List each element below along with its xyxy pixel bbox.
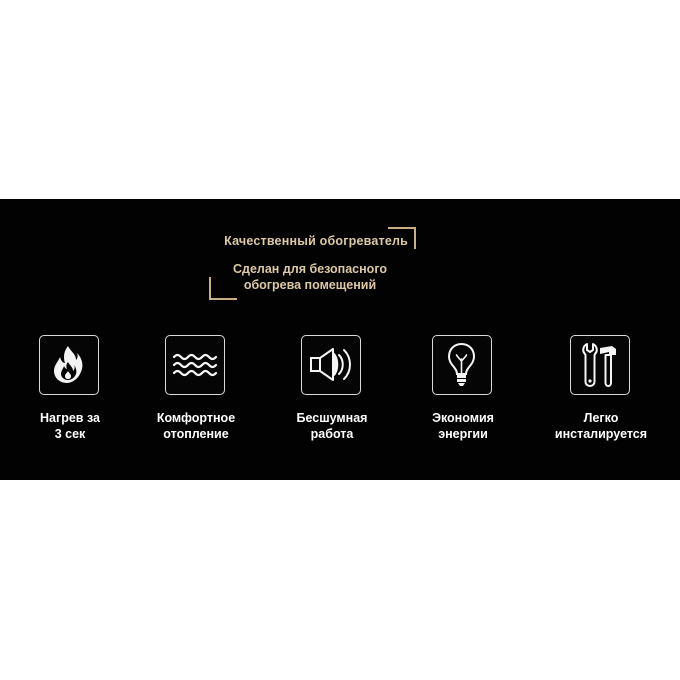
feature-label: Комфортное отопление [156, 411, 236, 441]
tools-icon [570, 335, 630, 395]
features-row [0, 335, 680, 465]
headline [0, 199, 680, 309]
feature-fast-heating [4, 335, 136, 465]
speaker-icon [301, 335, 361, 395]
bracket-top-right [388, 227, 416, 229]
lightbulb-icon [432, 335, 492, 395]
feature-comfort-heating [130, 335, 262, 465]
feature-label: Бесшумная работа [296, 411, 368, 441]
feature-banner [0, 199, 680, 480]
feature-energy-saving [397, 335, 529, 465]
feature-label: Экономия энергии [432, 411, 494, 441]
banner-title: Качественный обогреватель [224, 234, 408, 248]
waves-icon [165, 335, 225, 395]
bracket-bottom-left [209, 298, 237, 300]
feature-label: Легко инсталируется [554, 411, 648, 441]
flame-icon [39, 335, 99, 395]
banner-subtitle-line1: Сделан для безопасного [233, 262, 387, 276]
banner-subtitle [210, 261, 410, 293]
feature-silent-operation [266, 335, 398, 465]
banner-subtitle-line2: обогрева помещений [243, 278, 377, 292]
feature-easy-install [535, 335, 667, 465]
feature-label: Нагрев за 3 сек [40, 411, 100, 441]
bracket-top-right-vertical [414, 227, 416, 249]
